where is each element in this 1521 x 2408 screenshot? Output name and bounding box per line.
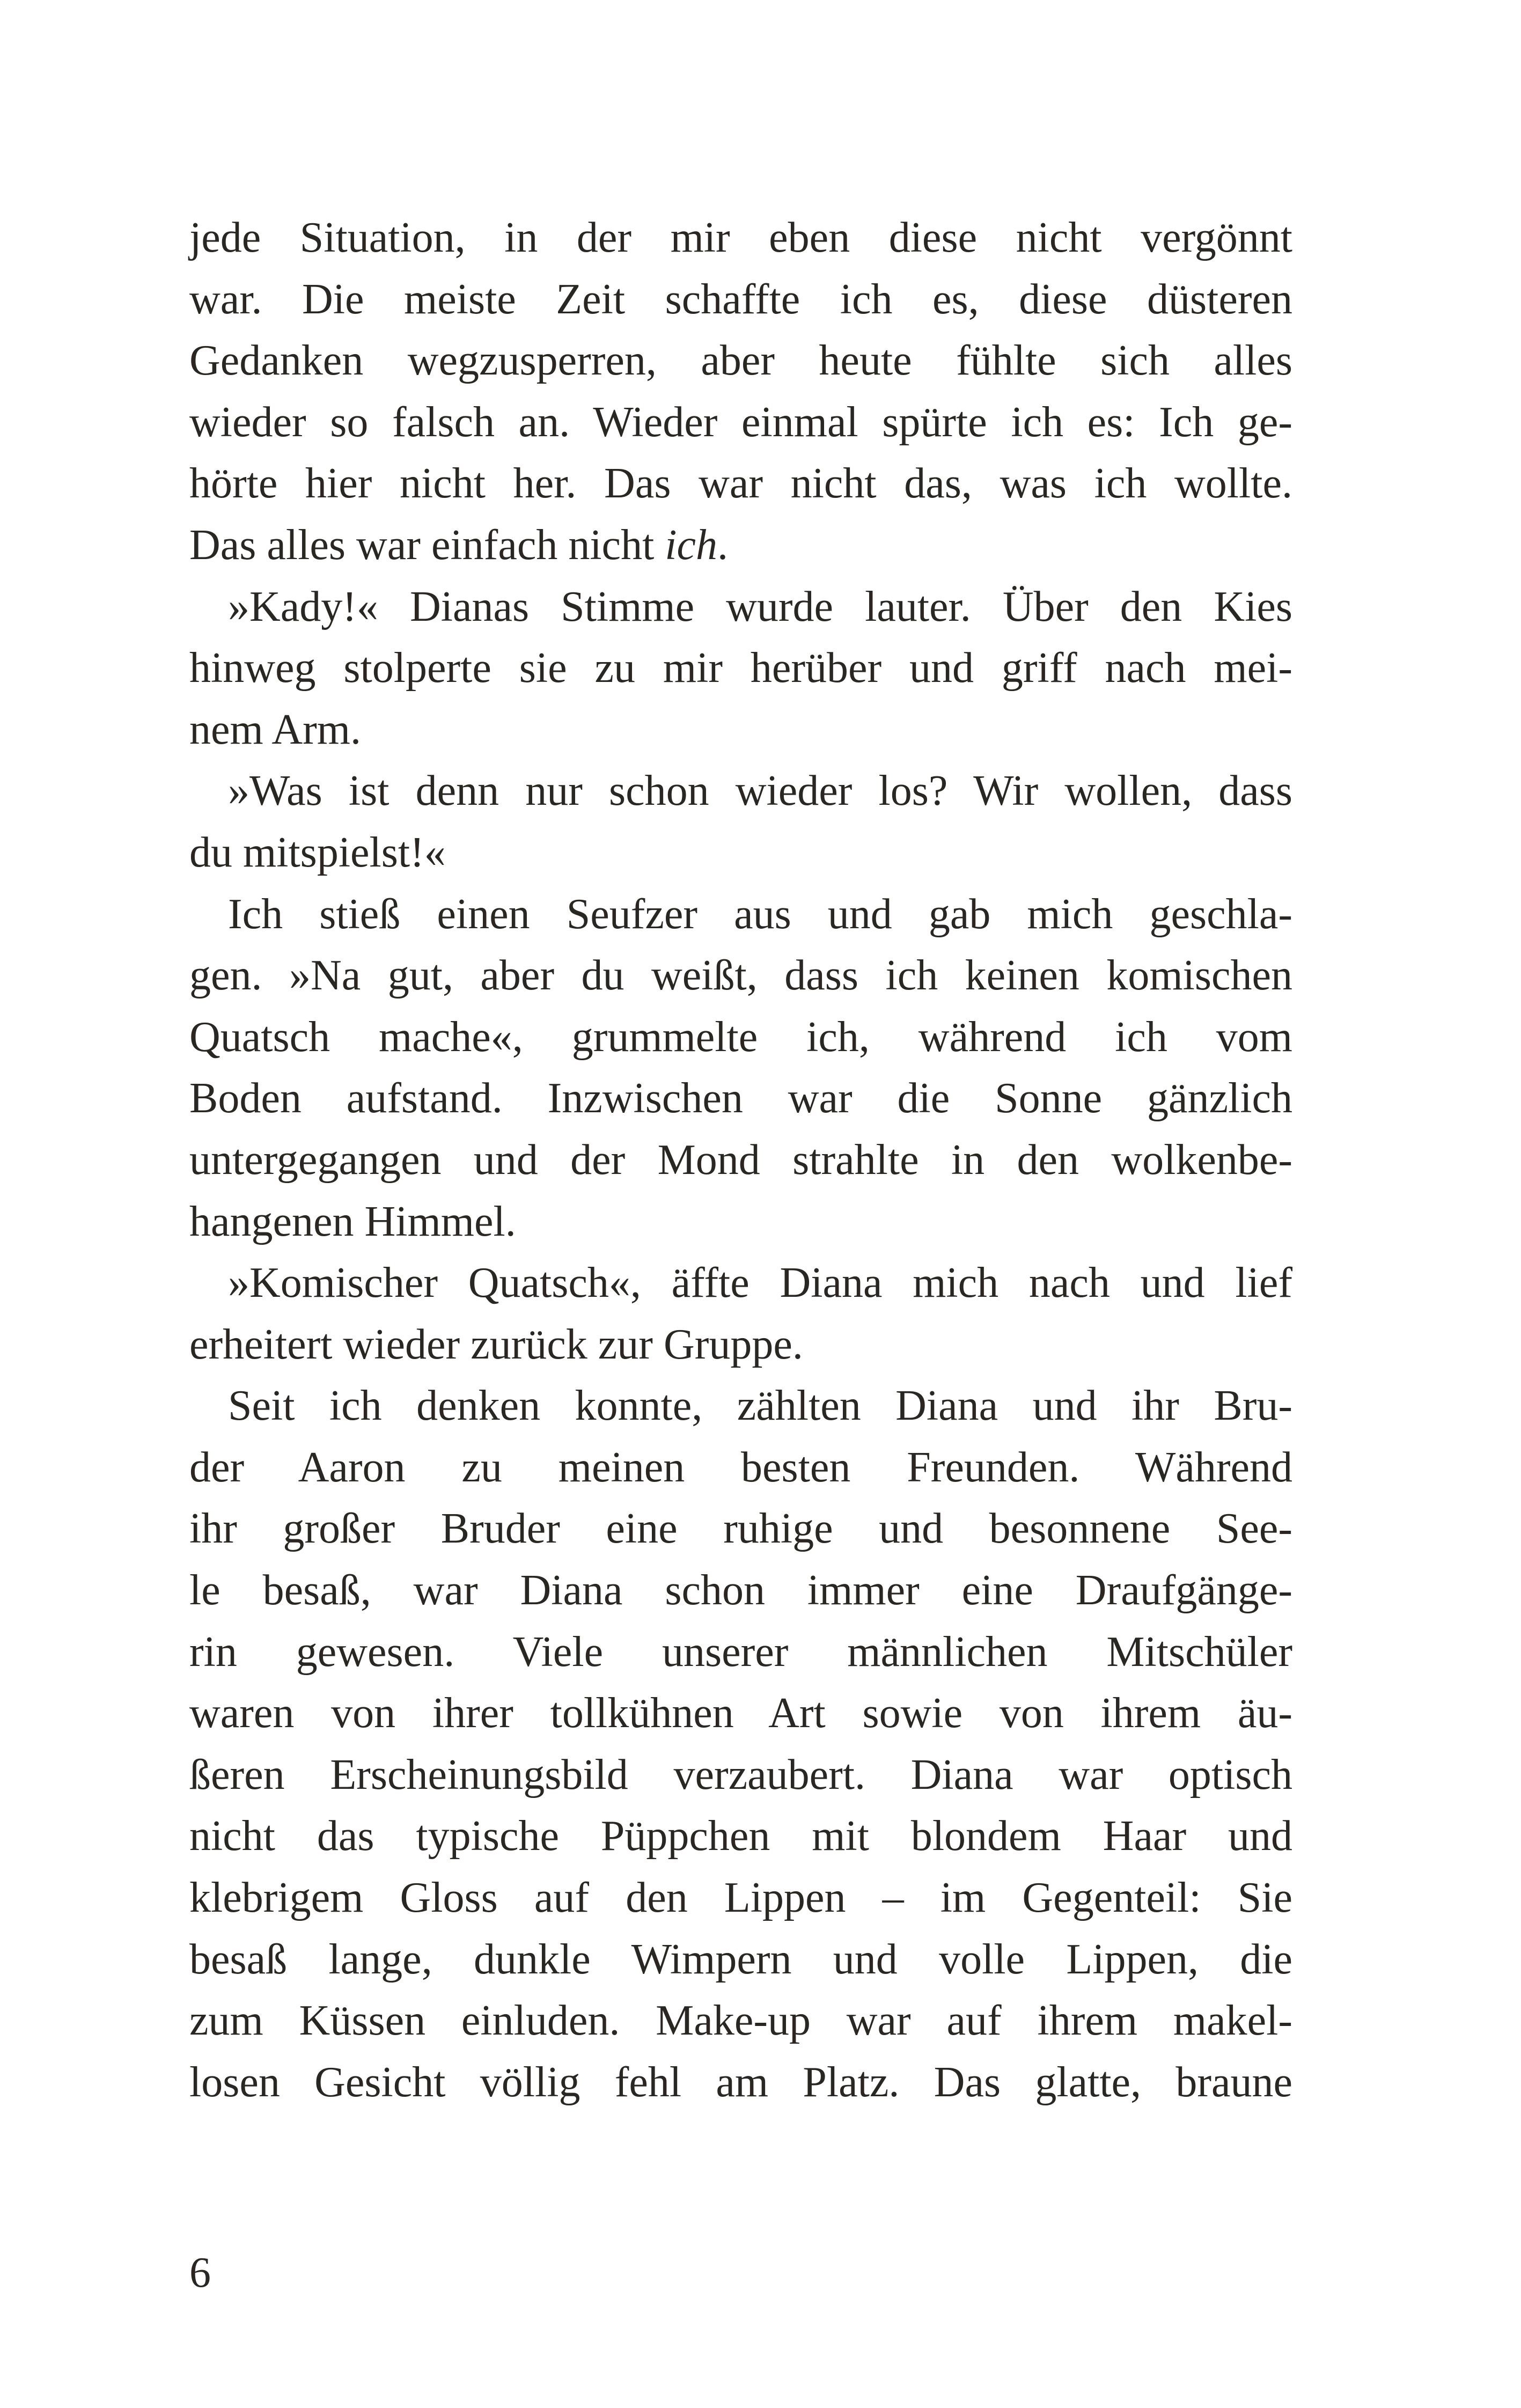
text-segment: nicht das typische Püppchen mit blondem Haar und [189,1812,1292,1860]
text-segment: war. Die meiste Zeit schaffte ich es, diese düsteren [189,275,1292,323]
text-segment: losen Gesicht völlig fehl am Platz. Das glatte, braune [189,2058,1292,2106]
text-line [189,1990,1292,2052]
text-line [189,1129,1292,1191]
text-segment: nem Arm. [189,706,361,753]
text-line [189,207,1292,269]
text-line [189,1805,1292,1867]
text-line [189,1560,1292,1621]
text-segment: Gedanken wegzusperren, aber heute fühlte sich alles [189,337,1292,385]
text-segment: hinweg stolperte sie zu mir herüber und griff nach mei- [189,644,1292,692]
text-line [189,1621,1292,1683]
text-segment: »Was ist denn nur schon wieder los? Wir wollen, dass [228,767,1292,815]
text-segment: »Kady!« Dianas Stimme wurde lauter. Über den Kies [228,583,1292,630]
text-line [189,884,1292,945]
text-line [189,1437,1292,1499]
page-number: 6 [189,2249,211,2296]
italic-text: ich [665,521,718,569]
text-segment: waren von ihrer tollkühnen Art sowie von ihrem äu- [189,1690,1292,1737]
text-segment: le besaß, war Diana schon immer eine Draufgänge- [189,1567,1292,1614]
text-line [189,576,1292,638]
text-line [189,1068,1292,1129]
text-line [189,822,1292,884]
text-segment: der Aaron zu meinen besten Freunden. Während [189,1443,1292,1491]
text-segment: zum Küssen einluden. Make-up war auf ihrem makel- [189,1997,1292,2045]
text-segment: erheitert wieder zurück zur Gruppe. [189,1320,803,1368]
body-text [189,207,1292,2113]
text-line [189,1867,1292,1929]
text-segment: Das alles war einfach nicht [189,521,665,569]
text-segment: wieder so falsch an. Wieder einmal spürte ich es: Ich ge- [189,398,1292,446]
text-line [189,330,1292,392]
text-segment: du mitspielst!« [189,828,446,876]
text-segment: jede Situation, in der mir eben diese nicht vergönnt [189,214,1292,261]
text-line [189,1252,1292,1314]
text-segment: Ich stieß einen Seufzer aus und gab mich geschla- [228,890,1292,938]
text-segment: besaß lange, dunkle Wimpern und volle Lippen, die [189,1935,1292,1983]
text-line [189,1007,1292,1068]
text-line [189,637,1292,699]
text-segment: ihr großer Bruder eine ruhige und besonnene See- [189,1505,1292,1553]
text-line [189,1191,1292,1253]
text-segment: . [717,521,729,569]
text-segment: hörte hier nicht her. Das war nicht das, was ich wollte. [189,460,1292,508]
text-line [189,1929,1292,1991]
text-segment: hangenen Himmel. [189,1198,516,1245]
text-segment: gen. »Na gut, aber du weißt, dass ich keinen komischen [189,952,1292,1000]
text-segment: rin gewesen. Viele unserer männlichen Mitschüler [189,1628,1292,1676]
text-line [189,453,1292,515]
text-segment: ßeren Erscheinungsbild verzaubert. Diana war optisch [189,1751,1292,1798]
text-line [189,2052,1292,2113]
text-line [189,1744,1292,1806]
text-line [189,945,1292,1007]
text-line [189,699,1292,761]
text-segment: »Komischer Quatsch«, äffte Diana mich nach und lief [228,1259,1292,1307]
text-segment: klebrigem Gloss auf den Lippen – im Gegenteil: Sie [189,1874,1292,1922]
text-segment: Quatsch mache«, grummelte ich, während ich vom [189,1013,1292,1061]
text-line [189,269,1292,331]
text-line [189,1683,1292,1744]
text-line [189,1498,1292,1560]
text-segment: untergegangen und der Mond strahlte in den wolkenbe- [189,1136,1292,1184]
text-segment: Boden aufstand. Inzwischen war die Sonne gänzlich [189,1075,1292,1122]
text-segment: Seit ich denken konnte, zählten Diana und ihr Bru- [228,1382,1292,1430]
text-line [189,760,1292,822]
text-line [189,1375,1292,1437]
text-line [189,392,1292,453]
text-line [189,1314,1292,1376]
text-line [189,515,1292,576]
